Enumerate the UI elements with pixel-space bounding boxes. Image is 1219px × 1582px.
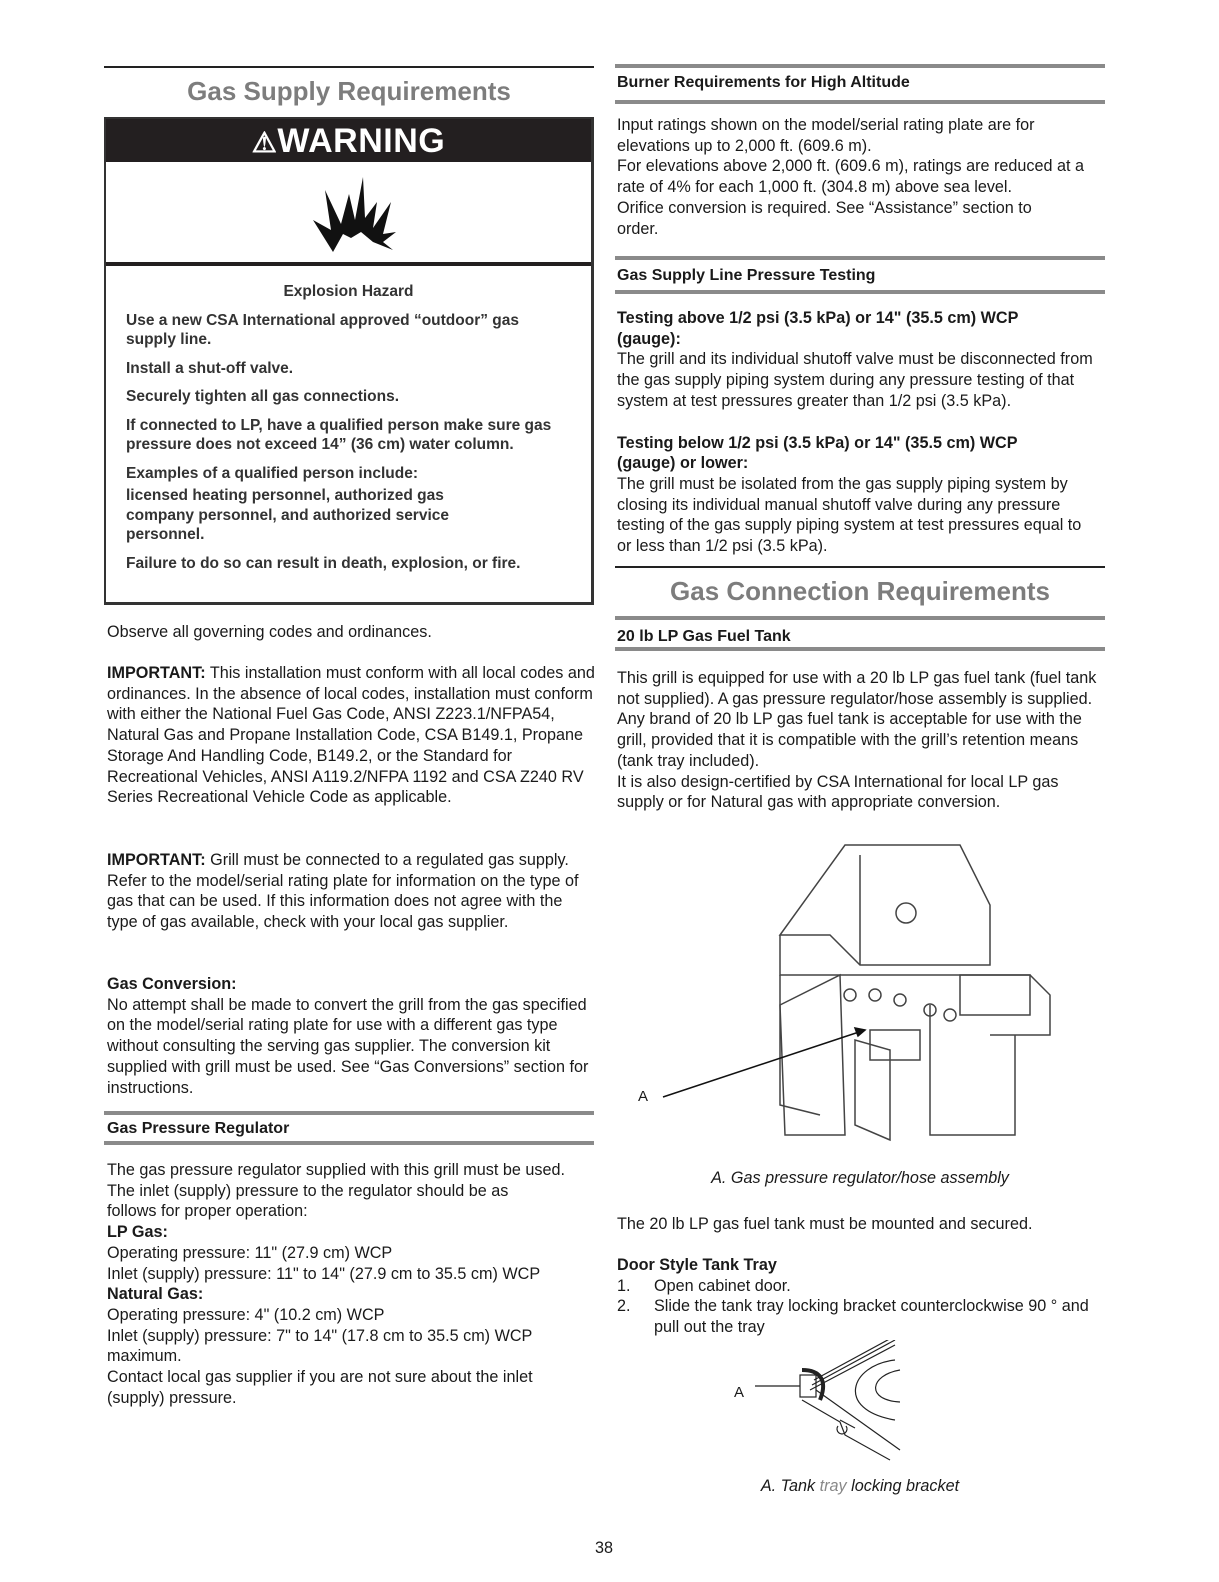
fig2-caption <box>615 1476 1105 1497</box>
rule <box>615 566 1105 568</box>
lp-tank-heading: 20 lb LP Gas Fuel Tank <box>617 628 791 645</box>
warning-line: licensed heating personnel, authorized gas company personnel, and authorized service personnel. <box>126 487 450 543</box>
mounted-text: The 20 lb LP gas fuel tank must be mounted and secured. <box>617 1215 1033 1233</box>
pressure-testing-heading: Gas Supply Line Pressure Testing <box>617 267 876 284</box>
important-paragraph-1 <box>107 663 595 808</box>
step-list <box>617 1276 1105 1338</box>
rule <box>615 616 1105 620</box>
gas-conversion-heading: Gas Conversion: <box>107 975 237 993</box>
step-item <box>617 1296 1105 1337</box>
gas-conversion-text: No attempt shall be made to convert the grill from the gas specified on the model/serial rating plate for use with a different gas type without consulting the serving gas supplier. The conversion kit supplied with grill must be used. See “Gas Conversions” section for instructions. <box>107 995 589 1097</box>
altitude-text: Input ratings shown on the model/serial rating plate are for elevations up to 2,000 ft. (609.6 m). <box>617 116 1035 155</box>
section-title-gas-supply: Gas Supply Requirements <box>187 76 511 106</box>
thermometer <box>896 903 916 923</box>
contact-text: Contact local gas supplier if you are not sure about the inlet (supply) pressure. <box>107 1368 533 1407</box>
gas-conversion-section <box>107 974 595 1098</box>
important-text: Grill must be connected to a regulated gas supply. Refer to the model/serial rating plate for information on the type of gas that can be used. If this information does not agree with the type of gas available, check with your local gas supplier. <box>107 851 579 932</box>
caption-part: locking bracket <box>846 1477 960 1495</box>
rule <box>615 290 1105 294</box>
regulator-section <box>107 1160 595 1408</box>
tank-text: Any brand of 20 lb LP gas fuel tank is acceptable for use with the grill, provided that it is compatible with the grill’s retention means (tank tray included). <box>617 710 1082 770</box>
warning-header-text: WARNING <box>277 122 446 160</box>
explosion-icon <box>311 172 401 257</box>
tank-text: This grill is equipped for use with a 20 lb LP gas fuel tank (fuel tank not supplied). A gas pressure regulator/hose assembly is supplied. <box>617 669 1097 708</box>
rule <box>104 1141 594 1145</box>
rule <box>615 647 1105 651</box>
lp-gas-heading: LP Gas: <box>107 1223 168 1242</box>
warning-line: If connected to LP, have a qualified person make sure gas pressure does not exceed 14” (36 cm) water column. <box>126 416 552 453</box>
tank-tray-illustration <box>740 1340 920 1465</box>
section-title-gas-connection: Gas Connection Requirements <box>670 576 1050 606</box>
testing-below-text: The grill must be isolated from the gas supply piping system by closing its individual manual shutoff valve during any pressure testing of the gas supply piping system at test pressures equal to or less than 1/2 psi (3.5 kPa). <box>617 474 1082 556</box>
warning-header <box>106 119 591 162</box>
ng-operating: Operating pressure: 4" (10.2 cm) WCP <box>107 1305 385 1324</box>
warning-line: Examples of a qualified person include: <box>126 464 418 482</box>
fig1-label: A <box>638 1088 649 1105</box>
altitude-heading: Burner Requirements for High Altitude <box>617 74 910 91</box>
testing-below-heading: Testing below 1/2 psi (3.5 kPa) or 14" (35.5 cm) WCP (gauge) or lower: <box>617 433 1018 473</box>
altitude-text: For elevations above 2,000 ft. (609.6 m), ratings are reduced at a rate of 4% for each 1,000 ft. (304.8 m) above sea level. <box>617 157 1085 197</box>
observe-text: Observe all governing codes and ordinances. <box>107 623 432 641</box>
top-rule-left <box>104 66 594 68</box>
tank-text: It is also design-certified by CSA International for local LP gas supply or for Natural gas with appropriate conversion. <box>617 772 1059 812</box>
warning-line: Securely tighten all gas connections. <box>126 388 400 405</box>
important-label: IMPORTANT: <box>107 851 206 869</box>
natural-gas-heading: Natural Gas: <box>107 1285 204 1304</box>
grill-lid <box>780 845 990 965</box>
step-text: Slide the tank tray locking bracket counterclockwise 90 ° and pull out the tray <box>654 1297 1089 1337</box>
warning-text <box>106 266 591 573</box>
lp-operating: Operating pressure: 11" (27.9 cm) WCP <box>107 1243 393 1262</box>
altitude-text: Orifice conversion is required. See “Assistance” section to order. <box>617 198 1032 238</box>
caption-part: tray <box>819 1477 847 1495</box>
important-label: IMPORTANT: <box>107 664 206 682</box>
step-number: 1. <box>617 1276 631 1295</box>
rule <box>615 256 1105 260</box>
testing-above-text: The grill and its individual shutoff valve must be disconnected from the gas supply piping system during any pressure testing of that system at test pressures greater than 1/2 psi (3.5 kPa). <box>617 350 1093 410</box>
step-number: 2. <box>617 1297 631 1316</box>
altitude-section <box>617 115 1105 239</box>
hazard-title: Explosion Hazard <box>283 283 414 300</box>
warning-line: Use a new CSA International approved “outdoor” gas supply line. <box>126 311 520 348</box>
regulator-heading: Gas Pressure Regulator <box>107 1120 290 1137</box>
caption-part: A. Tank <box>760 1477 820 1495</box>
fig2-label: A <box>734 1384 745 1401</box>
regulator <box>870 1030 920 1060</box>
warning-triangle-icon: ⚠ <box>251 127 278 158</box>
important-paragraph-2 <box>107 850 595 933</box>
page-number: 38 <box>594 1539 613 1557</box>
important-text: This installation must conform with all local codes and ordinances. In the absence of local codes, installation must conform with either the National Fuel Gas Code, ANSI Z223.1/NFPA54, Natural Gas and Propane Installation Code, CSA B149.1, Propane Storage And Handling Code, B149.2, or the Standard for Recreational Vehicles, ANSI A119.2/NFPA 1192 and CSA Z240 RV Series Recreational Vehicle Code as applicable. <box>107 664 595 807</box>
leader-line-a <box>663 1030 865 1097</box>
pressure-testing-section <box>617 308 1105 557</box>
grill-illustration <box>630 835 1070 1145</box>
explosion-area <box>106 162 591 266</box>
cabinet <box>780 975 1015 1135</box>
warning-box <box>104 117 594 605</box>
fig1-caption: A. Gas pressure regulator/hose assembly <box>711 1169 1009 1187</box>
regulator-text: The inlet (supply) pressure to the regulator should be as follows for proper operation: <box>107 1181 509 1221</box>
door-style-section <box>617 1255 1105 1338</box>
rule <box>615 100 1105 104</box>
step-item <box>617 1276 1105 1297</box>
testing-above-heading: Testing above 1/2 psi (3.5 kPa) or 14" (35.5 cm) WCP (gauge): <box>617 309 1019 348</box>
door-style-heading: Door Style Tank Tray <box>617 1256 777 1274</box>
warning-line: Failure to do so can result in death, explosion, or fire. <box>126 554 521 572</box>
rule <box>615 64 1105 68</box>
step-text: Open cabinet door. <box>654 1276 791 1295</box>
locking-bracket <box>800 1375 816 1397</box>
ng-inlet: Inlet (supply) pressure: 7" to 14" (17.8 cm to 35.5 cm) WCP maximum. <box>107 1326 533 1366</box>
regulator-text: The gas pressure regulator supplied with this grill must be used. <box>107 1161 565 1179</box>
warning-line: Install a shut-off valve. <box>126 359 294 377</box>
rule <box>104 1111 594 1115</box>
lp-tank-section <box>617 668 1105 813</box>
lp-inlet: Inlet (supply) pressure: 11" to 14" (27.9 cm to 35.5 cm) WCP <box>107 1264 541 1283</box>
